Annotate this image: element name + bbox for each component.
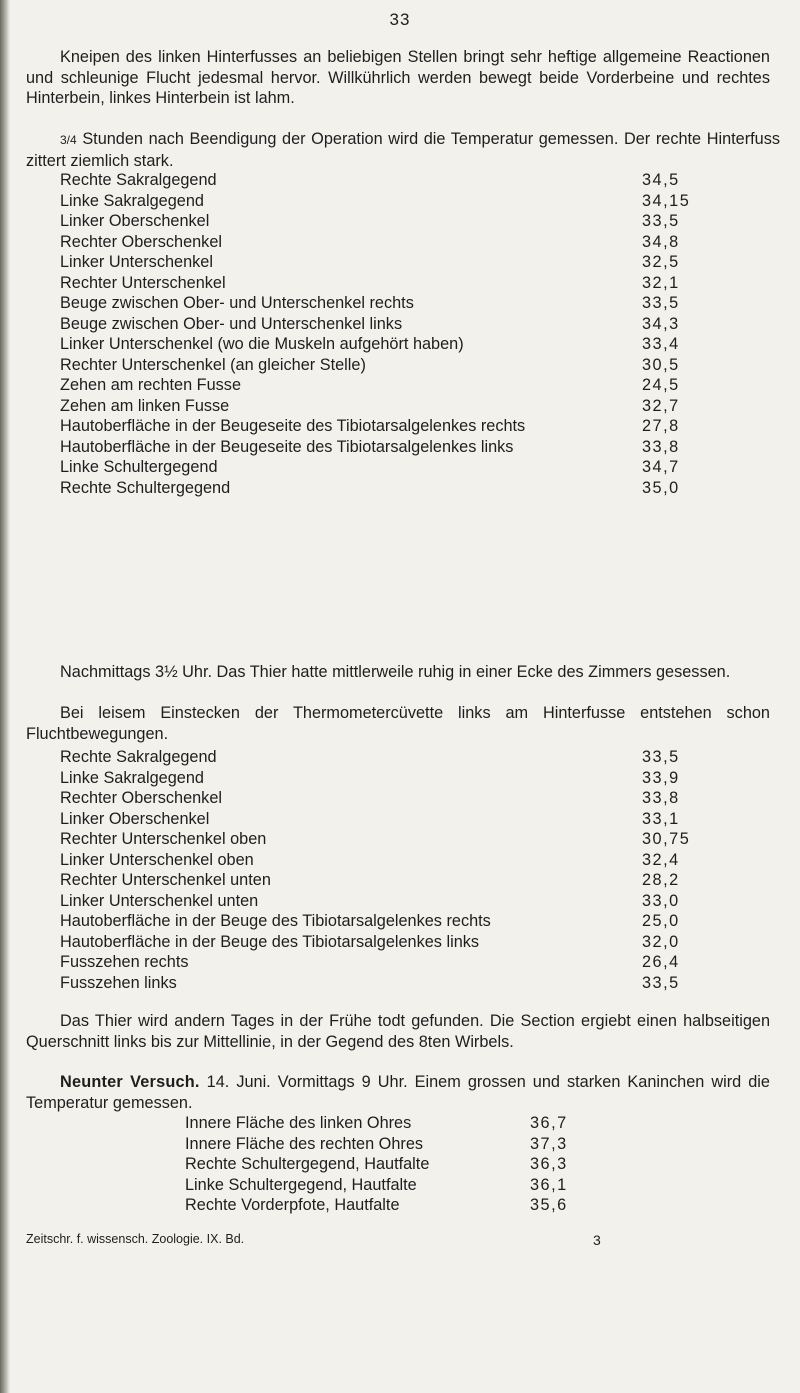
row-value: 36,7 [530, 1114, 568, 1132]
table-row [185, 1175, 685, 1196]
paragraph-6-text: 14. Juni. Vormittags 9 Uhr. Einem grossen und starken Kaninchen wird die Temperatur gemessen. [26, 1073, 770, 1112]
row-value: 25,0 [642, 912, 680, 930]
row-value: 33,5 [642, 973, 680, 992]
row-label: Rechter Unterschenkel unten [60, 871, 271, 889]
row-label: Rechte Schultergegend [60, 478, 231, 497]
row-value: 28,2 [642, 871, 680, 889]
row-label: Linke Sakralgegend [60, 768, 204, 787]
row-label: Hautoberfläche in der Beuge des Tibiotarsalgelenkes links [60, 932, 480, 951]
row-label: Hautoberfläche in der Beugeseite des Tibiotarsalgelenkes links [60, 437, 514, 456]
row-value: 36,3 [530, 1155, 568, 1173]
row-label: Rechter Unterschenkel [60, 273, 226, 292]
row-label: Fusszehen links [60, 973, 177, 992]
row-label: Rechter Oberschenkel [60, 232, 222, 251]
row-value: 32,1 [642, 273, 680, 292]
row-label: Innere Fläche des linken Ohres [185, 1114, 412, 1132]
row-value: 37,3 [530, 1134, 568, 1153]
row-label: Linke Schultergegend, Hautfalte [185, 1175, 417, 1194]
table-row [60, 334, 760, 355]
page-binding-edge [0, 0, 10, 1393]
row-label: Fusszehen rechts [60, 953, 189, 971]
row-label: Linker Unterschenkel oben [60, 850, 254, 869]
row-label: Zehen am rechten Fusse [60, 376, 241, 394]
row-value: 33,8 [642, 789, 680, 807]
table-row [60, 355, 760, 376]
row-label: Rechte Schultergegend, Hautfalte [185, 1155, 430, 1173]
table-row [185, 1113, 685, 1134]
row-label: Hautoberfläche in der Beugeseite des Tibiotarsalgelenkes rechts [60, 417, 526, 435]
row-value: 33,9 [642, 768, 680, 787]
row-value: 35,6 [530, 1196, 568, 1214]
table-row [60, 952, 760, 973]
table-row [60, 809, 760, 830]
row-value: 33,5 [642, 748, 680, 766]
table-row [60, 870, 760, 891]
table-row [60, 478, 760, 499]
row-value: 32,0 [642, 932, 680, 951]
table-row [60, 891, 760, 912]
row-value: 34,5 [642, 171, 680, 189]
section-heading: Neunter Versuch. [60, 1073, 200, 1091]
row-value: 34,3 [642, 314, 680, 333]
table-row [60, 170, 760, 191]
temperature-table-2 [60, 747, 760, 993]
footer-signature: 3 [593, 1232, 601, 1248]
row-value: 36,1 [530, 1175, 568, 1194]
row-value: 33,4 [642, 335, 680, 353]
fraction: 3/4 [60, 133, 77, 147]
row-label: Beuge zwischen Ober- und Unterschenkel rechts [60, 294, 414, 312]
row-label: Rechter Unterschenkel oben [60, 830, 267, 848]
table-row [60, 747, 760, 768]
row-label: Linker Oberschenkel [60, 809, 210, 828]
table-row [60, 973, 760, 994]
paragraph-5: Das Thier wird andern Tages in der Frühe todt gefunden. Die Section ergiebt einen halbseitigen Querschnitt links bis zur Mittellinie, in der Gegend des 8ten Wirbels. [26, 1012, 770, 1051]
row-value: 26,4 [642, 953, 680, 971]
row-label: Rechter Unterschenkel (an gleicher Stelle) [60, 355, 366, 374]
table-row [60, 314, 760, 335]
paragraph-6 [26, 1072, 770, 1113]
row-value: 34,8 [642, 232, 680, 251]
table-row [60, 457, 760, 478]
row-label: Linker Unterschenkel [60, 253, 213, 271]
row-value: 30,5 [642, 355, 680, 374]
row-value: 32,7 [642, 396, 680, 415]
row-value: 30,75 [642, 830, 691, 848]
table-row [60, 293, 760, 314]
row-label: Hautoberfläche in der Beuge des Tibiotarsalgelenkes rechts [60, 912, 491, 930]
table-row [60, 850, 760, 871]
table-row [60, 232, 760, 253]
row-value: 27,8 [642, 417, 680, 435]
row-label: Zehen am linken Fusse [60, 396, 230, 415]
row-value: 33,1 [642, 809, 680, 828]
row-value: 35,0 [642, 478, 680, 497]
row-label: Rechte Sakralgegend [60, 748, 217, 766]
row-value: 34,7 [642, 458, 680, 476]
row-label: Rechter Oberschenkel [60, 789, 222, 807]
table-row [60, 191, 760, 212]
table-row [185, 1195, 685, 1216]
row-value: 33,5 [642, 294, 680, 312]
table-row [60, 375, 760, 396]
row-label: Linke Sakralgegend [60, 191, 204, 210]
paragraph-2-text: Stunden nach Beendigung der Operation wird die Temperatur gemessen. Der rechte Hinterfuss zittert ziemlich stark. [26, 130, 780, 170]
temperature-table-1 [60, 170, 760, 498]
row-label: Innere Fläche des rechten Ohres [185, 1134, 424, 1153]
paragraph-4: Bei leisem Einstecken der Thermometercüvette links am Hinterfusse entstehen schon Fluchtbewegungen. [26, 704, 770, 743]
table-row [60, 932, 760, 953]
table-row [60, 788, 760, 809]
row-value: 32,4 [642, 850, 680, 869]
row-label: Linker Unterschenkel (wo die Muskeln aufgehört haben) [60, 335, 464, 353]
row-label: Beuge zwischen Ober- und Unterschenkel links [60, 314, 403, 333]
table-row [60, 396, 760, 417]
table-row [60, 416, 760, 437]
paragraph-2 [26, 129, 780, 171]
table-row [60, 911, 760, 932]
row-label: Rechte Vorderpfote, Hautfalte [185, 1196, 400, 1214]
temperature-table-3 [185, 1113, 685, 1216]
table-row [60, 211, 760, 232]
row-label: Rechte Sakralgegend [60, 171, 217, 189]
footer-source: Zeitschr. f. wissensch. Zoologie. IX. Bd. [26, 1232, 245, 1246]
row-label: Linke Schultergegend [60, 458, 218, 476]
table-row [60, 768, 760, 789]
table-row [185, 1134, 685, 1155]
row-label: Linker Oberschenkel [60, 212, 210, 230]
table-row [60, 437, 760, 458]
table-row [185, 1154, 685, 1175]
page-number: 33 [389, 10, 411, 29]
row-value: 32,5 [642, 253, 680, 271]
paragraph-3: Nachmittags 3½ Uhr. Das Thier hatte mittlerweile ruhig in einer Ecke des Zimmers gesessen. [60, 663, 731, 681]
table-row [60, 829, 760, 850]
row-value: 33,0 [642, 891, 680, 910]
row-value: 33,8 [642, 437, 680, 456]
table-row [60, 273, 760, 294]
row-label: Linker Unterschenkel unten [60, 891, 259, 910]
row-value: 24,5 [642, 376, 680, 394]
table-row [60, 252, 760, 273]
paragraph-1: Kneipen des linken Hinterfusses an beliebigen Stellen bringt sehr heftige allgemeine Reactionen und schleunige Flucht jedesmal hervor. Willkührlich werden bewegt beide Vorderbeine und rechtes Hinterbein, linkes Hinterbein ist lahm. [26, 48, 770, 108]
row-value: 34,15 [642, 191, 691, 210]
row-value: 33,5 [642, 212, 680, 230]
